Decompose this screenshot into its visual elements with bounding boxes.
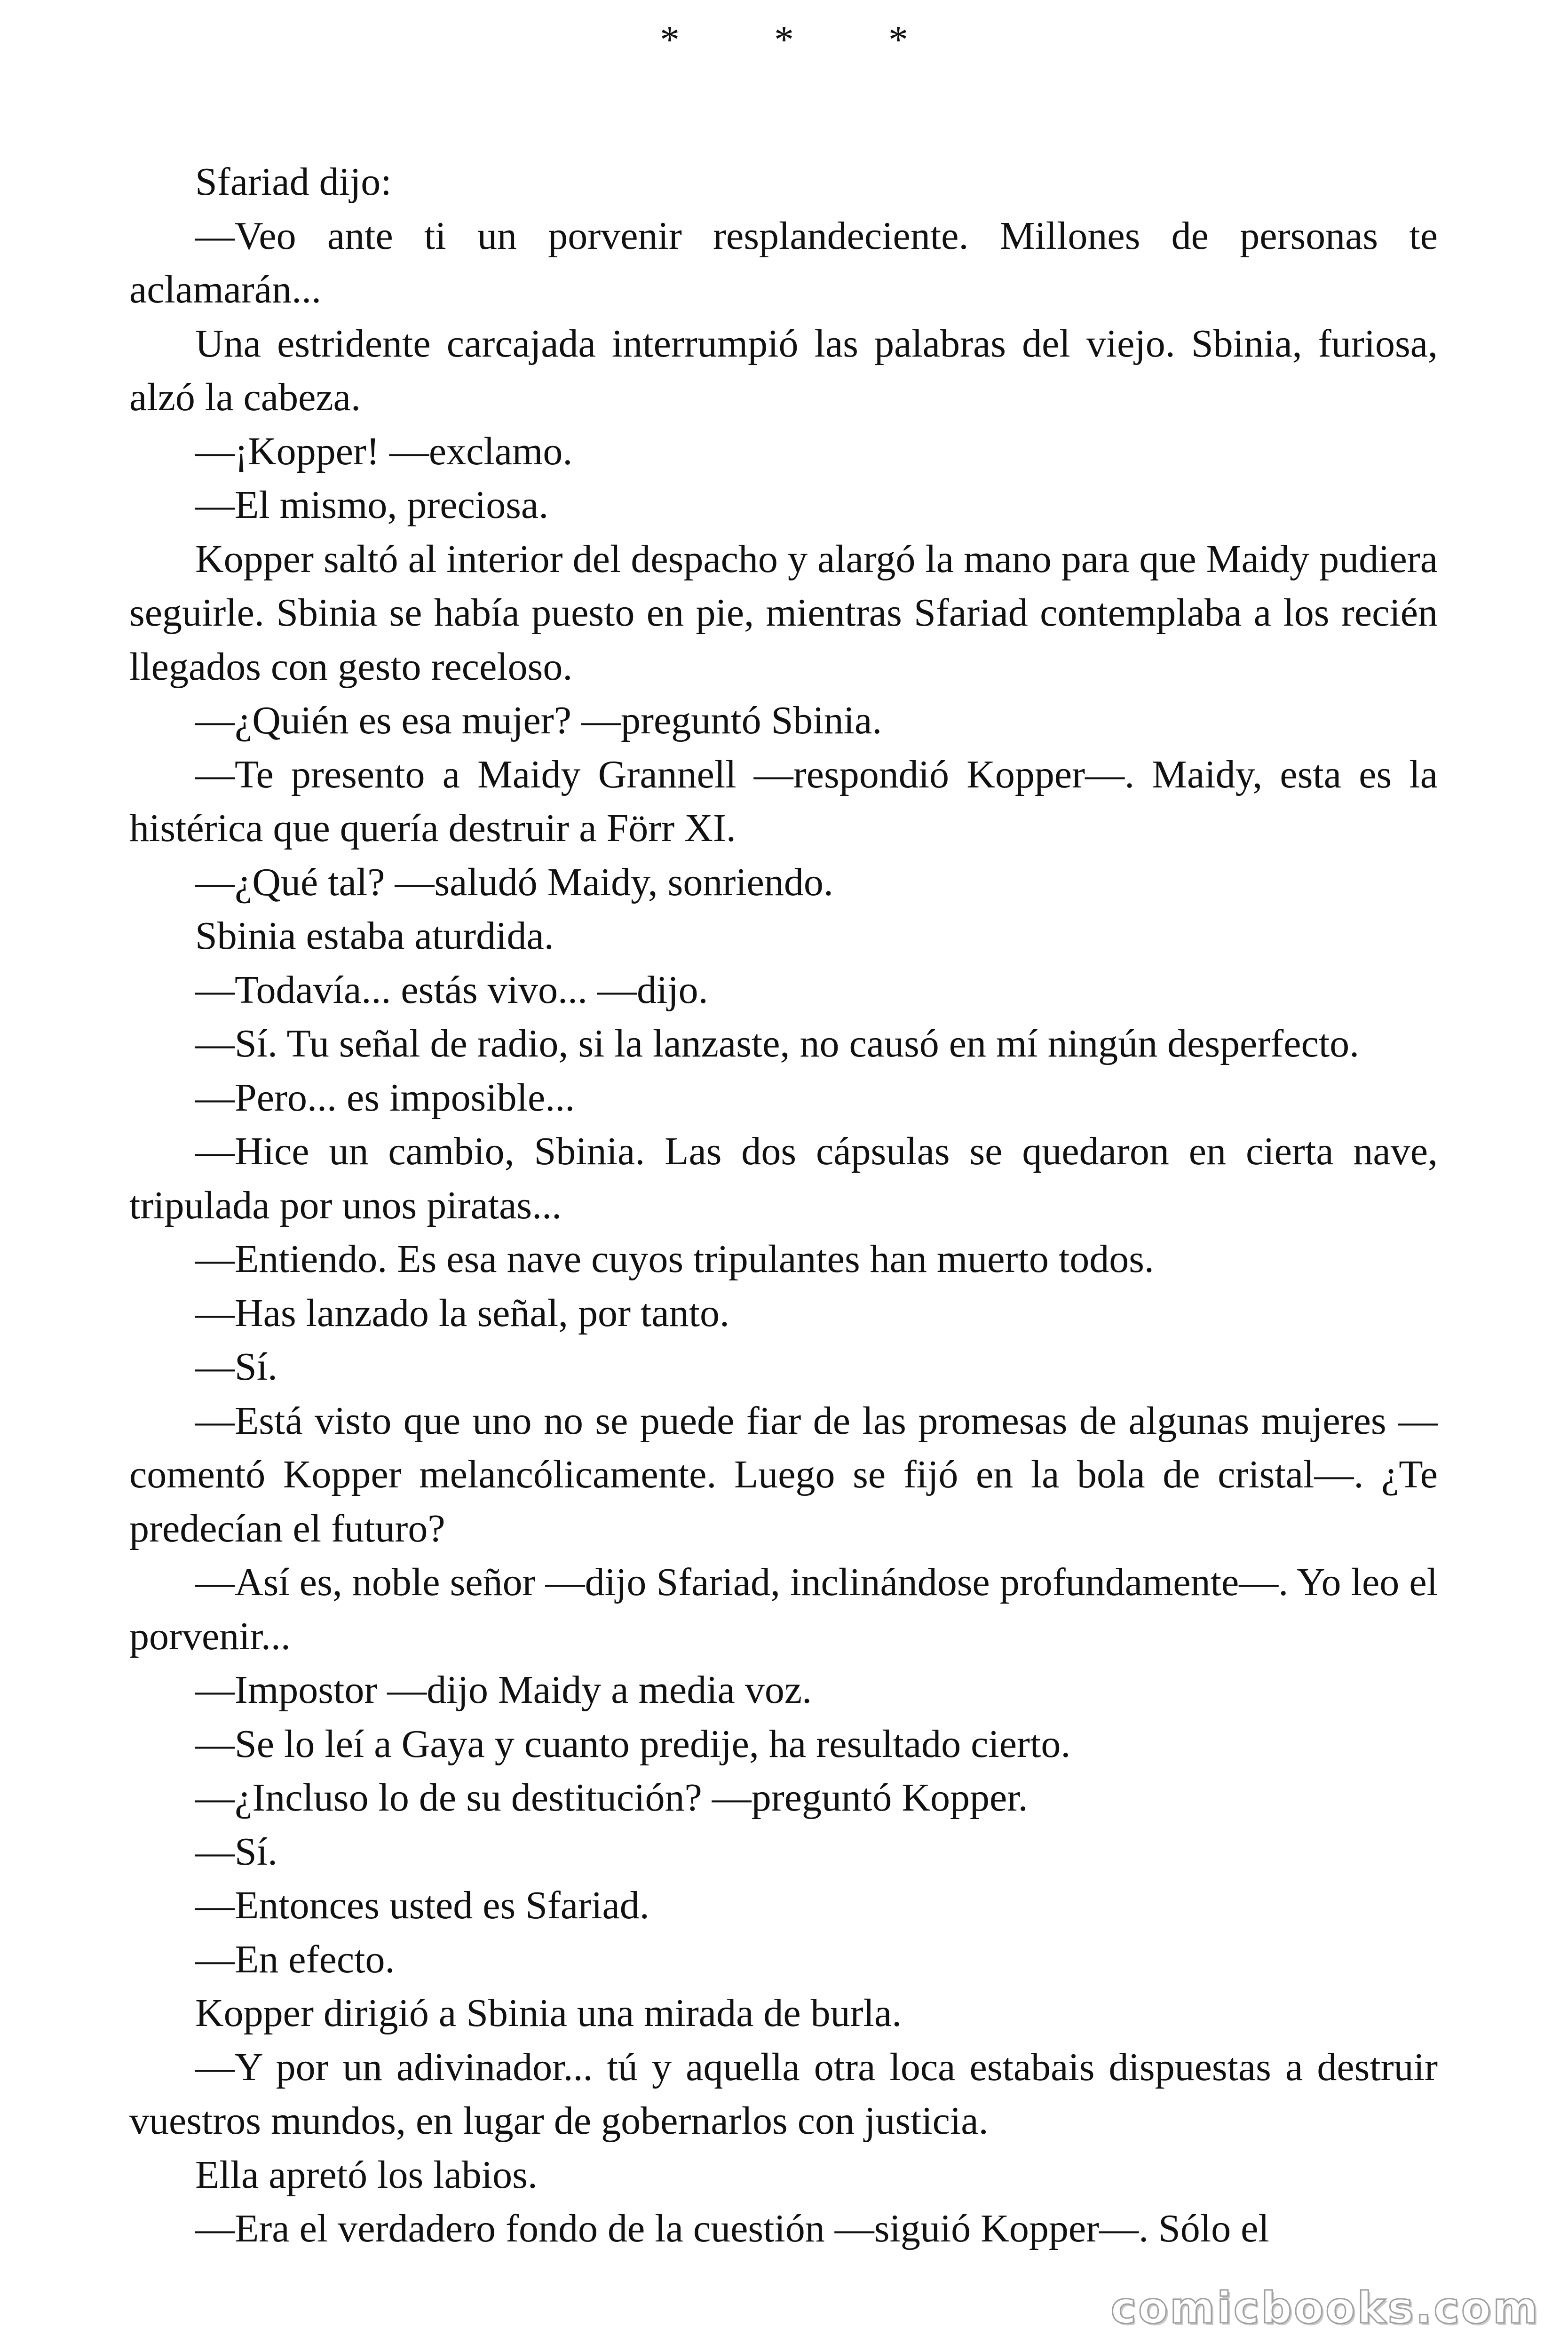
paragraph: —Entonces usted es Sfariad. [195, 1883, 649, 1927]
paragraph: —Era el verdadero fondo de la cuestión —siguió Kopper—. Sólo el [195, 2207, 1269, 2250]
paragraph: —Así es, noble señor —dijo Sfariad, inclinándose profundamente—. Yo leo el porvenir... [129, 1560, 1438, 1658]
paragraph: —Has lanzado la señal, por tanto. [195, 1291, 729, 1335]
paragraph: —Y por un adivinador... tú y aquella otra loca estabais dispuestas a destruir vuestros mundos, en lugar de gobernarlos con justicia. [129, 2045, 1438, 2143]
paragraph: —Entiendo. Es esa nave cuyos tripulantes han muerto todos. [195, 1237, 1154, 1281]
paragraph: —Pero... es imposible... [195, 1075, 575, 1120]
paragraph: —Se lo leí a Gaya y cuanto predije, ha resultado cierto. [195, 1722, 1071, 1766]
paragraph: Kopper saltó al interior del despacho y alargó la mano para que Maidy pudiera seguirle. Sbinia se había puesto en pie, mientras Sfariad contemplaba a los recién llegados con gesto receloso. [129, 537, 1438, 689]
paragraph: —Hice un cambio, Sbinia. Las dos cápsulas se quedaron en cierta nave, tripulada por unos piratas... [129, 1129, 1438, 1227]
scene-break: * * * [660, 18, 950, 62]
paragraph: —Sí. [195, 1829, 278, 1874]
paragraph: —En efecto. [195, 1937, 395, 1981]
paragraph: Una estridente carcajada interrumpió las palabras del viejo. Sbinia, furiosa, alzó la cabeza. [129, 321, 1438, 419]
paragraph: —Sí. Tu señal de radio, si la lanzaste, no causó en mí ningún desperfecto. [195, 1022, 1360, 1065]
paragraph: Sfariad dijo: [195, 160, 392, 204]
paragraph: —Impostor —dijo Maidy a media voz. [195, 1668, 812, 1712]
paragraph: —¡Kopper! —exclamo. [195, 429, 573, 473]
paragraph: Ella apretó los labios. [195, 2153, 538, 2197]
paragraph: —¿Incluso lo de su destitución? —preguntó Kopper. [195, 1776, 1028, 1820]
paragraph: —¿Qué tal? —saludó Maidy, sonriendo. [195, 860, 833, 904]
paragraph: —Sí. [195, 1345, 278, 1389]
paragraph: —El mismo, preciosa. [195, 483, 549, 527]
paragraph: —¿Quién es esa mujer? —preguntó Sbinia. [195, 699, 882, 742]
paragraph: —Todavía... estás vivo... —dijo. [195, 968, 708, 1012]
paragraph: —Te presento a Maidy Grannell —respondió Kopper—. Maidy, esta es la histérica que quería destruir a Förr XI. [129, 752, 1438, 850]
paragraph: Sbinia estaba aturdida. [195, 914, 554, 958]
paragraph: —Veo ante ti un porvenir resplandeciente. Millones de personas te aclamarán... [129, 214, 1438, 311]
paragraph: Kopper dirigió a Sbinia una mirada de burla. [195, 1991, 902, 2035]
watermark: comicbooks.com [1110, 2283, 1540, 2333]
paragraph: —Está visto que uno no se puede fiar de las promesas de algunas mujeres —comentó Kopper melancólicamente. Luego se fijó en la bola de cristal—. ¿Te predecían el futuro? [129, 1398, 1438, 1550]
text-body [129, 155, 1438, 2256]
